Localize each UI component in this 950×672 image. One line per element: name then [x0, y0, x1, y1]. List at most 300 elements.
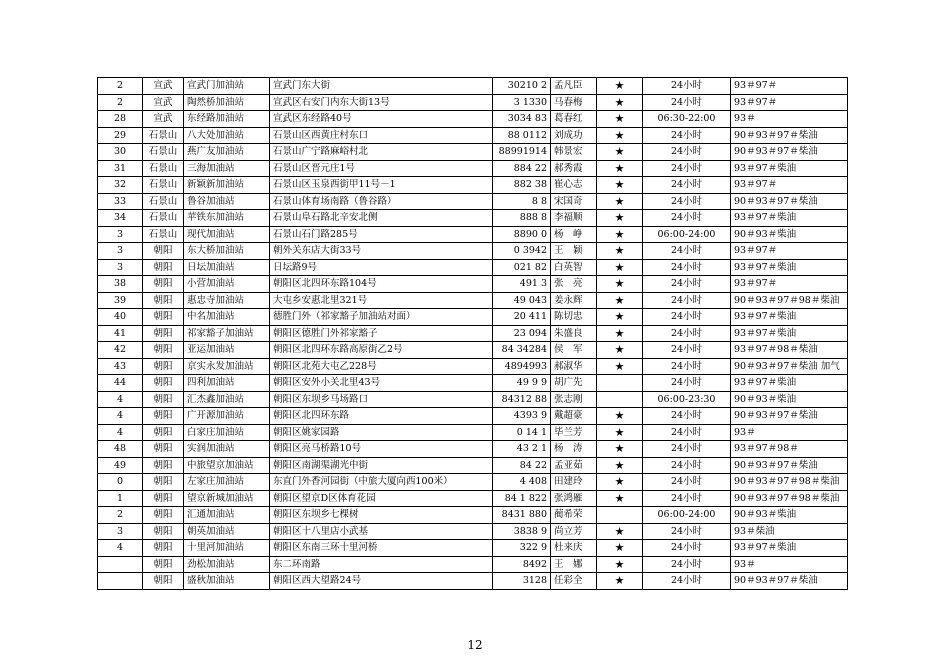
contact-cell: 李福顺 [551, 210, 597, 227]
station-name-cell: 汇通加油站 [184, 507, 270, 524]
row-number: 44 [98, 375, 143, 392]
contact-cell: 胡广先 [551, 375, 597, 392]
address-cell: 朝阳区姚家园路 [270, 424, 493, 441]
district-cell: 朝阳 [143, 490, 184, 507]
station-name-cell: 现代加油站 [184, 226, 270, 243]
phone-cell: 88 0112 [493, 127, 551, 144]
district-cell: 朝阳 [143, 243, 184, 260]
hours-cell: 24小时 [643, 160, 731, 177]
station-name-cell: 祁家豁子加油站 [184, 325, 270, 342]
star-mark: ★ [597, 78, 643, 95]
hours-cell: 24小时 [643, 540, 731, 557]
contact-cell: 田建玲 [551, 474, 597, 491]
star-mark: ★ [597, 111, 643, 128]
star-mark: ★ [597, 523, 643, 540]
phone-cell: 84 22 [493, 457, 551, 474]
hours-cell: 24小时 [643, 523, 731, 540]
address-cell: 朝阳区东坝乡七棵树 [270, 507, 493, 524]
station-name-cell: 东大桥加油站 [184, 243, 270, 260]
fuel-types-cell: 93＃97＃柴油 [731, 325, 848, 342]
fuel-types-cell: 90＃93＃97＃柴油 [731, 573, 848, 590]
district-cell: 朝阳 [143, 523, 184, 540]
contact-cell: 任彩全 [551, 573, 597, 590]
star-mark: ★ [597, 441, 643, 458]
hours-cell: 24小时 [643, 210, 731, 227]
row-number: 2 [98, 507, 143, 524]
fuel-types-cell: 93＃ [731, 111, 848, 128]
hours-cell: 24小时 [643, 556, 731, 573]
phone-cell: 84 34284 [493, 342, 551, 359]
fuel-types-cell: 93＃97＃ [731, 177, 848, 194]
hours-cell: 24小时 [643, 325, 731, 342]
contact-cell: 戴超豪 [551, 408, 597, 425]
table-row [98, 490, 848, 507]
station-name-cell: 鲁谷加油站 [184, 193, 270, 210]
district-cell: 石景山 [143, 177, 184, 194]
address-cell: 朝阳区亮马桥路10号 [270, 441, 493, 458]
fuel-types-cell: 93＃97＃柴油 [731, 259, 848, 276]
district-cell: 朝阳 [143, 507, 184, 524]
table-row [98, 424, 848, 441]
star-mark: ★ [597, 160, 643, 177]
phone-cell: 882 38 [493, 177, 551, 194]
row-number: 42 [98, 342, 143, 359]
station-name-cell: 十里河加油站 [184, 540, 270, 557]
row-number: 49 [98, 457, 143, 474]
table-row [98, 210, 848, 227]
table-row [98, 391, 848, 408]
row-number: 1 [98, 490, 143, 507]
row-number: 2 [98, 78, 143, 95]
phone-cell: 20 411 [493, 309, 551, 326]
station-name-cell: 陶然桥加油站 [184, 94, 270, 111]
hours-cell: 24小时 [643, 375, 731, 392]
table-row [98, 523, 848, 540]
phone-cell: 8431 880 [493, 507, 551, 524]
fuel-types-cell: 93＃97＃柴油 [731, 375, 848, 392]
district-cell: 朝阳 [143, 292, 184, 309]
phone-cell: 43 2 1 [493, 441, 551, 458]
phone-cell: 4 408 [493, 474, 551, 491]
fuel-types-cell: 90＃93＃97＃98＃柴油 [731, 490, 848, 507]
star-mark: ★ [597, 259, 643, 276]
address-cell: 朝阳区北四环东路104号 [270, 276, 493, 293]
table-row [98, 441, 848, 458]
district-cell: 朝阳 [143, 276, 184, 293]
hours-cell: 06:00-23:30 [643, 391, 731, 408]
fuel-types-cell: 90＃93＃97＃98＃柴油 [731, 474, 848, 491]
station-name-cell: 新颖新加油站 [184, 177, 270, 194]
contact-cell: 刘成功 [551, 127, 597, 144]
contact-cell: 马春梅 [551, 94, 597, 111]
row-number: 4 [98, 424, 143, 441]
table-row [98, 556, 848, 573]
station-name-cell: 四利加油站 [184, 375, 270, 392]
fuel-types-cell: 93＃97＃98＃ [731, 441, 848, 458]
star-mark [597, 391, 643, 408]
contact-cell: 郝秀霞 [551, 160, 597, 177]
row-number: 30 [98, 144, 143, 161]
star-mark: ★ [597, 177, 643, 194]
fuel-types-cell: 93＃柴油 [731, 523, 848, 540]
contact-cell: 韩景宏 [551, 144, 597, 161]
phone-cell: 4894993 [493, 358, 551, 375]
phone-cell: 8 8 [493, 193, 551, 210]
station-name-cell: 京实永发加油站 [184, 358, 270, 375]
phone-cell: 888 8 [493, 210, 551, 227]
star-mark: ★ [597, 540, 643, 557]
table-row [98, 309, 848, 326]
station-name-cell: 中旅望京加油站 [184, 457, 270, 474]
district-cell: 朝阳 [143, 259, 184, 276]
row-number: 0 [98, 474, 143, 491]
district-cell: 朝阳 [143, 358, 184, 375]
row-number: 33 [98, 193, 143, 210]
fuel-types-cell: 90＃93＃97＃98＃柴油 [731, 292, 848, 309]
hours-cell: 24小时 [643, 441, 731, 458]
phone-cell: 8492 [493, 556, 551, 573]
star-mark: ★ [597, 226, 643, 243]
star-mark [597, 507, 643, 524]
district-cell: 朝阳 [143, 408, 184, 425]
district-cell: 朝阳 [143, 457, 184, 474]
phone-cell: 021 82 [493, 259, 551, 276]
phone-cell: 491 3 [493, 276, 551, 293]
contact-cell: 王 颖 [551, 243, 597, 260]
phone-cell: 4393 9 [493, 408, 551, 425]
station-name-cell: 东经路加油站 [184, 111, 270, 128]
row-number: 3 [98, 243, 143, 260]
contact-cell: 尚立芳 [551, 523, 597, 540]
hours-cell: 24小时 [643, 474, 731, 491]
district-cell: 石景山 [143, 127, 184, 144]
hours-cell: 24小时 [643, 573, 731, 590]
contact-cell: 姜永辉 [551, 292, 597, 309]
gas-station-table [97, 77, 848, 590]
fuel-types-cell: 90＃93＃97＃柴油 [731, 144, 848, 161]
address-cell: 石景山阜石路北辛安北侧 [270, 210, 493, 227]
contact-cell: 葛春红 [551, 111, 597, 128]
row-number: 4 [98, 408, 143, 425]
station-name-cell: 白家庄加油站 [184, 424, 270, 441]
hours-cell: 24小时 [643, 243, 731, 260]
phone-cell: 0 3942 [493, 243, 551, 260]
table-row [98, 276, 848, 293]
fuel-types-cell: 90＃93＃97＃柴油 加气 [731, 358, 848, 375]
hours-cell: 06:00-24:00 [643, 226, 731, 243]
fuel-types-cell: 93＃97＃柴油 [731, 309, 848, 326]
table-row [98, 78, 848, 95]
row-number: 2 [98, 94, 143, 111]
row-number [98, 556, 143, 573]
phone-cell: 0 14 1 [493, 424, 551, 441]
address-cell: 石景山区西黄庄村东口 [270, 127, 493, 144]
contact-cell: 蔺希荣 [551, 507, 597, 524]
hours-cell: 24小时 [643, 408, 731, 425]
contact-cell: 杨 涛 [551, 441, 597, 458]
table-row [98, 243, 848, 260]
district-cell: 朝阳 [143, 309, 184, 326]
district-cell: 朝阳 [143, 391, 184, 408]
phone-cell: 8890 0 [493, 226, 551, 243]
table-row [98, 144, 848, 161]
address-cell: 朝阳区望京D区体育花园 [270, 490, 493, 507]
star-mark: ★ [597, 243, 643, 260]
address-cell: 朝阳区东南三环十里河桥 [270, 540, 493, 557]
contact-cell: 郝淑华 [551, 358, 597, 375]
address-cell: 东二环南路 [270, 556, 493, 573]
fuel-types-cell: 93＃97＃ [731, 78, 848, 95]
address-cell: 日坛路9号 [270, 259, 493, 276]
address-cell: 朝阳区北苑大屯乙228号 [270, 358, 493, 375]
phone-cell: 23 094 [493, 325, 551, 342]
fuel-types-cell: 90＃93＃柴油 [731, 391, 848, 408]
fuel-types-cell: 90＃93＃97＃柴油 [731, 457, 848, 474]
star-mark [597, 375, 643, 392]
table-row [98, 94, 848, 111]
phone-cell: 49 9 9 [493, 375, 551, 392]
star-mark: ★ [597, 210, 643, 227]
contact-cell: 白英智 [551, 259, 597, 276]
address-cell: 德胜门外（祁家豁子加油站对面） [270, 309, 493, 326]
fuel-types-cell: 90＃93＃柴油 [731, 507, 848, 524]
row-number: 48 [98, 441, 143, 458]
star-mark: ★ [597, 276, 643, 293]
contact-cell: 张鸿雁 [551, 490, 597, 507]
hours-cell: 24小时 [643, 144, 731, 161]
station-name-cell: 燕广友加油站 [184, 144, 270, 161]
hours-cell: 24小时 [643, 259, 731, 276]
fuel-types-cell: 93＃97＃柴油 [731, 210, 848, 227]
station-name-cell: 望京新城加油站 [184, 490, 270, 507]
phone-cell: 88991914 [493, 144, 551, 161]
star-mark: ★ [597, 342, 643, 359]
table-row [98, 358, 848, 375]
district-cell: 石景山 [143, 160, 184, 177]
phone-cell: 884 22 [493, 160, 551, 177]
star-mark: ★ [597, 408, 643, 425]
phone-cell: 3 1330 [493, 94, 551, 111]
phone-cell: 49 043 [493, 292, 551, 309]
station-name-cell: 实润加油站 [184, 441, 270, 458]
address-cell: 东直门外香河园街（中旅大厦向西100米） [270, 474, 493, 491]
address-cell: 朝阳区德胜门外祁家豁子 [270, 325, 493, 342]
phone-cell: 3034 83 [493, 111, 551, 128]
contact-cell: 陈切忠 [551, 309, 597, 326]
contact-cell: 毕兰芳 [551, 424, 597, 441]
row-number: 39 [98, 292, 143, 309]
row-number: 32 [98, 177, 143, 194]
district-cell: 宣武 [143, 94, 184, 111]
contact-cell: 孟凡臣 [551, 78, 597, 95]
star-mark: ★ [597, 490, 643, 507]
row-number: 43 [98, 358, 143, 375]
contact-cell: 王 娜 [551, 556, 597, 573]
star-mark: ★ [597, 457, 643, 474]
row-number: 3 [98, 259, 143, 276]
district-cell: 朝阳 [143, 556, 184, 573]
station-name-cell: 宣武门加油站 [184, 78, 270, 95]
address-cell: 朝阳区北四环东路高原街乙2号 [270, 342, 493, 359]
fuel-types-cell: 93＃ [731, 424, 848, 441]
contact-cell: 崔心志 [551, 177, 597, 194]
hours-cell: 24小时 [643, 78, 731, 95]
star-mark: ★ [597, 556, 643, 573]
hours-cell: 24小时 [643, 457, 731, 474]
fuel-types-cell: 93＃97＃ [731, 243, 848, 260]
fuel-types-cell: 93＃ [731, 556, 848, 573]
row-number: 3 [98, 523, 143, 540]
fuel-types-cell: 90＃93＃柴油 [731, 226, 848, 243]
phone-cell: 322 9 [493, 540, 551, 557]
district-cell: 石景山 [143, 144, 184, 161]
row-number: 4 [98, 540, 143, 557]
district-cell: 朝阳 [143, 325, 184, 342]
contact-cell: 宋国奇 [551, 193, 597, 210]
row-number: 4 [98, 391, 143, 408]
star-mark: ★ [597, 424, 643, 441]
district-cell: 石景山 [143, 193, 184, 210]
fuel-types-cell: 90＃93＃97＃柴油 [731, 127, 848, 144]
table-body [98, 78, 848, 590]
address-cell: 石景山区晋元庄1号 [270, 160, 493, 177]
address-cell: 大屯乡安惠北里321号 [270, 292, 493, 309]
table-row [98, 292, 848, 309]
table-row [98, 474, 848, 491]
table-row [98, 127, 848, 144]
station-name-cell: 三海加油站 [184, 160, 270, 177]
station-name-cell: 朝英加油站 [184, 523, 270, 540]
hours-cell: 06:30-22:00 [643, 111, 731, 128]
hours-cell: 24小时 [643, 276, 731, 293]
table-row [98, 457, 848, 474]
row-number: 38 [98, 276, 143, 293]
page-number: 12 [467, 638, 483, 652]
hours-cell: 24小时 [643, 292, 731, 309]
star-mark: ★ [597, 127, 643, 144]
station-name-cell: 小营加油站 [184, 276, 270, 293]
phone-cell: 84312 88 [493, 391, 551, 408]
station-name-cell: 亚运加油站 [184, 342, 270, 359]
star-mark: ★ [597, 573, 643, 590]
fuel-types-cell: 93＃97＃柴油 [731, 160, 848, 177]
contact-cell: 张志刚 [551, 391, 597, 408]
fuel-types-cell: 90＃93＃97＃柴油 [731, 408, 848, 425]
table-row [98, 540, 848, 557]
contact-cell: 杨 峥 [551, 226, 597, 243]
station-name-cell: 左家庄加油站 [184, 474, 270, 491]
station-name-cell: 苹铁东加油站 [184, 210, 270, 227]
hours-cell: 24小时 [643, 94, 731, 111]
station-name-cell: 盛秋加油站 [184, 573, 270, 590]
fuel-types-cell: 93＃97＃98＃柴油 [731, 342, 848, 359]
fuel-types-cell: 93＃97＃柴油 [731, 540, 848, 557]
table-row [98, 375, 848, 392]
table-row [98, 177, 848, 194]
contact-cell: 朱盛良 [551, 325, 597, 342]
district-cell: 朝阳 [143, 474, 184, 491]
table-row [98, 573, 848, 590]
hours-cell: 24小时 [643, 177, 731, 194]
fuel-types-cell: 90＃93＃97＃柴油 [731, 193, 848, 210]
star-mark: ★ [597, 292, 643, 309]
table-row [98, 111, 848, 128]
fuel-types-cell: 93＃97＃ [731, 276, 848, 293]
phone-cell: 84 1 822 [493, 490, 551, 507]
table-row [98, 193, 848, 210]
star-mark: ★ [597, 144, 643, 161]
district-cell: 朝阳 [143, 540, 184, 557]
address-cell: 宣武区右安门内东大街13号 [270, 94, 493, 111]
row-number: 29 [98, 127, 143, 144]
address-cell: 宣武区东经路40号 [270, 111, 493, 128]
address-cell: 朝阳区东坝乡马场路口 [270, 391, 493, 408]
district-cell: 石景山 [143, 210, 184, 227]
address-cell: 朝阳区十八里店小武基 [270, 523, 493, 540]
hours-cell: 06:00-24:00 [643, 507, 731, 524]
district-cell: 朝阳 [143, 573, 184, 590]
hours-cell: 24小时 [643, 127, 731, 144]
hours-cell: 24小时 [643, 309, 731, 326]
contact-cell: 杜来庆 [551, 540, 597, 557]
table-row [98, 507, 848, 524]
star-mark: ★ [597, 474, 643, 491]
star-mark: ★ [597, 325, 643, 342]
phone-cell: 3838 9 [493, 523, 551, 540]
address-cell: 朝阳区南湖渠湖光中街 [270, 457, 493, 474]
district-cell: 宣武 [143, 78, 184, 95]
district-cell: 石景山 [143, 226, 184, 243]
table-row [98, 259, 848, 276]
hours-cell: 24小时 [643, 490, 731, 507]
station-name-cell: 惠忠寺加油站 [184, 292, 270, 309]
address-cell: 石景山区玉泉西街甲11号－1 [270, 177, 493, 194]
row-number: 34 [98, 210, 143, 227]
hours-cell: 24小时 [643, 424, 731, 441]
table-row [98, 342, 848, 359]
station-name-cell: 日坛加油站 [184, 259, 270, 276]
address-cell: 石景山体育场南路（鲁谷路） [270, 193, 493, 210]
station-name-cell: 劲松加油站 [184, 556, 270, 573]
table-row [98, 325, 848, 342]
station-name-cell: 八大处加油站 [184, 127, 270, 144]
row-number: 40 [98, 309, 143, 326]
address-cell: 朝阳区西大望路24号 [270, 573, 493, 590]
star-mark: ★ [597, 309, 643, 326]
station-name-cell: 广开源加油站 [184, 408, 270, 425]
district-cell: 朝阳 [143, 342, 184, 359]
district-cell: 朝阳 [143, 375, 184, 392]
row-number: 28 [98, 111, 143, 128]
contact-cell: 孟亚茹 [551, 457, 597, 474]
star-mark: ★ [597, 358, 643, 375]
district-cell: 朝阳 [143, 424, 184, 441]
address-cell: 石景山石门路285号 [270, 226, 493, 243]
address-cell: 朝阳区北四环东路 [270, 408, 493, 425]
table-row [98, 226, 848, 243]
row-number: 41 [98, 325, 143, 342]
row-number: 3 [98, 226, 143, 243]
phone-cell: 3128 [493, 573, 551, 590]
row-number [98, 573, 143, 590]
address-cell: 朝阳区安外小关北里43号 [270, 375, 493, 392]
star-mark: ★ [597, 94, 643, 111]
hours-cell: 24小时 [643, 193, 731, 210]
fuel-types-cell: 93＃97＃ [731, 94, 848, 111]
hours-cell: 24小时 [643, 342, 731, 359]
district-cell: 朝阳 [143, 441, 184, 458]
address-cell: 宣武门东大街 [270, 78, 493, 95]
